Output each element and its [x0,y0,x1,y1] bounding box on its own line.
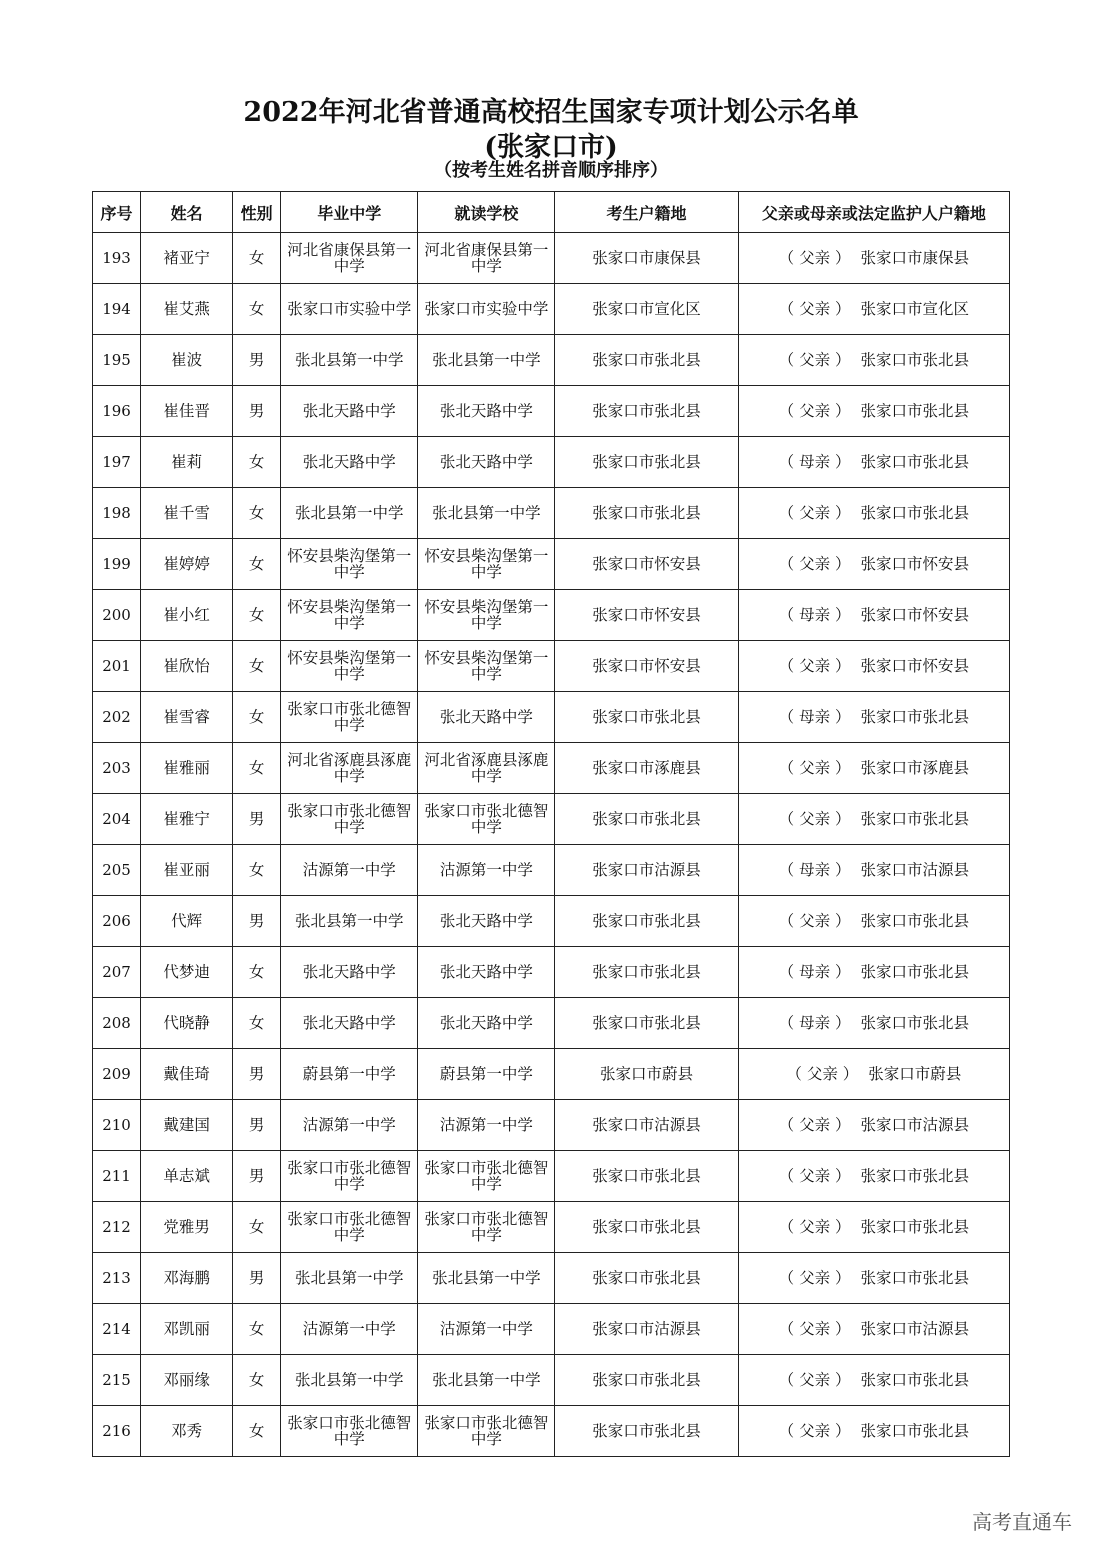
cell-current-school: 张北县第一中学 [418,335,555,386]
table-row [93,1202,1010,1253]
cell-household: 张家口市张北县 [555,947,738,998]
cell-graduated-school: 张北县第一中学 [281,1253,418,1304]
table-row [93,539,1010,590]
cell-name: 崔雅宁 [141,794,233,845]
parent-household: 张家口市张北县 [860,1422,970,1440]
cell-parent-household [738,1049,1009,1100]
cell-name: 崔小红 [141,590,233,641]
cell-name: 邓秀 [141,1406,233,1457]
parent-relation: （ 母亲 ） [778,453,851,471]
cell-household: 张家口市张北县 [555,794,738,845]
cell-household: 张家口市沽源县 [555,845,738,896]
cell-current-school: 沽源第一中学 [418,845,555,896]
cell-gender: 女 [233,1355,281,1406]
cell-gender: 女 [233,947,281,998]
parent-relation: （ 父亲 ） [778,402,851,420]
parent-relation: （ 父亲 ） [778,555,851,573]
cell-household: 张家口市张北县 [555,1253,738,1304]
parent-relation: （ 母亲 ） [778,1014,851,1032]
cell-household: 张家口市张北县 [555,1406,738,1457]
cell-name: 崔千雪 [141,488,233,539]
cell-household: 张家口市蔚县 [555,1049,738,1100]
cell-name: 邓凯丽 [141,1304,233,1355]
cell-gender: 女 [233,1304,281,1355]
cell-index: 200 [93,590,141,641]
cell-index: 199 [93,539,141,590]
table-row [93,590,1010,641]
cell-current-school: 张北县第一中学 [418,1355,555,1406]
cell-graduated-school: 张家口市张北德智中学 [281,692,418,743]
cell-gender: 女 [233,1202,281,1253]
parent-household: 张家口市张北县 [860,1218,970,1236]
cell-current-school: 河北省涿鹿县涿鹿中学 [418,743,555,794]
cell-graduated-school: 张北县第一中学 [281,335,418,386]
cell-household: 张家口市沽源县 [555,1100,738,1151]
cell-graduated-school: 沽源第一中学 [281,845,418,896]
cell-household: 张家口市怀安县 [555,539,738,590]
parent-household: 张家口市蔚县 [868,1065,962,1083]
parent-household: 张家口市沽源县 [860,1320,970,1338]
cell-current-school: 怀安县柴沟堡第一中学 [418,641,555,692]
cell-graduated-school: 张家口市张北德智中学 [281,1202,418,1253]
cell-current-school: 张北天路中学 [418,998,555,1049]
cell-current-school: 河北省康保县第一中学 [418,233,555,284]
cell-name: 单志斌 [141,1151,233,1202]
cell-gender: 男 [233,1100,281,1151]
cell-name: 崔艾燕 [141,284,233,335]
header-gender: 性别 [233,192,281,233]
cell-household: 张家口市张北县 [555,386,738,437]
table-row [93,1253,1010,1304]
cell-parent-household [738,590,1009,641]
cell-current-school: 张家口市张北德智中学 [418,1202,555,1253]
table-row [93,335,1010,386]
cell-parent-household [738,1100,1009,1151]
cell-name: 崔雪睿 [141,692,233,743]
cell-graduated-school: 张北天路中学 [281,998,418,1049]
cell-graduated-school: 张北县第一中学 [281,896,418,947]
cell-current-school: 沽源第一中学 [418,1304,555,1355]
cell-index: 209 [93,1049,141,1100]
parent-household: 张家口市怀安县 [860,555,970,573]
cell-household: 张家口市怀安县 [555,641,738,692]
cell-index: 213 [93,1253,141,1304]
parent-household: 张家口市张北县 [860,912,970,930]
cell-parent-household [738,539,1009,590]
cell-index: 208 [93,998,141,1049]
table-header-row [93,192,1010,233]
cell-household: 张家口市沽源县 [555,1304,738,1355]
cell-gender: 女 [233,692,281,743]
cell-current-school: 张北县第一中学 [418,1253,555,1304]
cell-parent-household [738,896,1009,947]
parent-household: 张家口市涿鹿县 [860,759,970,777]
cell-household: 张家口市康保县 [555,233,738,284]
cell-name: 邓海鹏 [141,1253,233,1304]
cell-index: 216 [93,1406,141,1457]
parent-household: 张家口市怀安县 [860,606,970,624]
parent-household: 张家口市张北县 [860,453,970,471]
cell-graduated-school: 张家口市实验中学 [281,284,418,335]
parent-household: 张家口市张北县 [860,402,970,420]
table-row [93,437,1010,488]
roster-table [92,191,1010,1457]
cell-name: 崔波 [141,335,233,386]
header-index: 序号 [93,192,141,233]
parent-relation: （ 母亲 ） [778,606,851,624]
parent-relation: （ 父亲 ） [778,351,851,369]
cell-current-school: 张北天路中学 [418,896,555,947]
table-row [93,947,1010,998]
parent-household: 张家口市张北县 [860,1014,970,1032]
cell-graduated-school: 张北天路中学 [281,947,418,998]
cell-current-school: 张家口市张北德智中学 [418,1406,555,1457]
parent-relation: （ 母亲 ） [778,963,851,981]
cell-parent-household [738,743,1009,794]
parent-relation: （ 父亲 ） [778,1269,851,1287]
parent-household: 张家口市张北县 [860,351,970,369]
cell-parent-household [738,335,1009,386]
parent-relation: （ 父亲 ） [778,300,851,318]
table-row [93,1100,1010,1151]
cell-name: 崔佳晋 [141,386,233,437]
parent-relation: （ 父亲 ） [778,1371,851,1389]
parent-relation: （ 父亲 ） [778,657,851,675]
cell-name: 崔亚丽 [141,845,233,896]
parent-relation: （ 父亲 ） [786,1065,859,1083]
cell-parent-household [738,1151,1009,1202]
cell-index: 197 [93,437,141,488]
cell-parent-household [738,386,1009,437]
table-row [93,998,1010,1049]
document-title: 2022年河北省普通高校招生国家专项计划公示名单 [243,97,859,128]
cell-parent-household [738,1355,1009,1406]
table-row [93,1151,1010,1202]
cell-index: 215 [93,1355,141,1406]
cell-current-school: 张北天路中学 [418,386,555,437]
table-row [93,641,1010,692]
cell-name: 戴佳琦 [141,1049,233,1100]
cell-current-school: 张家口市张北德智中学 [418,794,555,845]
cell-gender: 女 [233,233,281,284]
cell-gender: 男 [233,896,281,947]
cell-name: 褚亚宁 [141,233,233,284]
parent-relation: （ 父亲 ） [778,1167,851,1185]
cell-gender: 男 [233,1253,281,1304]
cell-household: 张家口市张北县 [555,1355,738,1406]
cell-parent-household [738,284,1009,335]
cell-graduated-school: 张北县第一中学 [281,1355,418,1406]
parent-relation: （ 父亲 ） [778,810,851,828]
table-row [93,794,1010,845]
cell-household: 张家口市张北县 [555,896,738,947]
cell-index: 193 [93,233,141,284]
cell-household: 张家口市张北县 [555,1202,738,1253]
table-row [93,845,1010,896]
cell-index: 204 [93,794,141,845]
cell-index: 198 [93,488,141,539]
parent-household: 张家口市沽源县 [860,1116,970,1134]
cell-name: 代辉 [141,896,233,947]
header-graduated-school: 毕业中学 [281,192,418,233]
parent-household: 张家口市张北县 [860,810,970,828]
cell-household: 张家口市张北县 [555,1151,738,1202]
cell-name: 崔婷婷 [141,539,233,590]
cell-index: 201 [93,641,141,692]
cell-name: 代梦迪 [141,947,233,998]
cell-parent-household [738,845,1009,896]
cell-current-school: 张北天路中学 [418,692,555,743]
cell-index: 194 [93,284,141,335]
cell-index: 205 [93,845,141,896]
table-row [93,743,1010,794]
cell-name: 代晓静 [141,998,233,1049]
cell-gender: 女 [233,641,281,692]
cell-parent-household [738,437,1009,488]
cell-parent-household [738,794,1009,845]
cell-name: 戴建国 [141,1100,233,1151]
cell-graduated-school: 张家口市张北德智中学 [281,1151,418,1202]
parent-household: 张家口市怀安县 [860,657,970,675]
cell-graduated-school: 蔚县第一中学 [281,1049,418,1100]
header-parent-household: 父亲或母亲或法定监护人户籍地 [738,192,1009,233]
cell-household: 张家口市张北县 [555,488,738,539]
cell-current-school: 张家口市张北德智中学 [418,1151,555,1202]
cell-index: 196 [93,386,141,437]
cell-current-school: 张北县第一中学 [418,488,555,539]
table-row [93,1304,1010,1355]
parent-household: 张家口市沽源县 [860,861,970,879]
cell-index: 210 [93,1100,141,1151]
parent-relation: （ 母亲 ） [778,861,851,879]
parent-household: 张家口市张北县 [860,708,970,726]
cell-name: 邓丽缘 [141,1355,233,1406]
cell-gender: 男 [233,794,281,845]
cell-gender: 女 [233,284,281,335]
header-current-school: 就读学校 [418,192,555,233]
cell-index: 195 [93,335,141,386]
cell-index: 207 [93,947,141,998]
parent-relation: （ 母亲 ） [778,708,851,726]
parent-relation: （ 父亲 ） [778,759,851,777]
cell-graduated-school: 张北天路中学 [281,437,418,488]
cell-gender: 女 [233,743,281,794]
cell-name: 崔莉 [141,437,233,488]
cell-index: 214 [93,1304,141,1355]
cell-graduated-school: 张家口市张北德智中学 [281,794,418,845]
cell-gender: 男 [233,335,281,386]
cell-parent-household [738,488,1009,539]
table-row [93,284,1010,335]
cell-gender: 女 [233,437,281,488]
table-row [93,692,1010,743]
cell-current-school: 怀安县柴沟堡第一中学 [418,590,555,641]
table-row [93,896,1010,947]
parent-relation: （ 父亲 ） [778,912,851,930]
table-row [93,1049,1010,1100]
cell-graduated-school: 怀安县柴沟堡第一中学 [281,539,418,590]
cell-index: 203 [93,743,141,794]
parent-relation: （ 父亲 ） [778,504,851,522]
parent-household: 张家口市宣化区 [860,300,970,318]
cell-gender: 女 [233,998,281,1049]
cell-parent-household [738,1253,1009,1304]
cell-household: 张家口市张北县 [555,692,738,743]
cell-current-school: 张北天路中学 [418,947,555,998]
cell-gender: 女 [233,590,281,641]
cell-index: 202 [93,692,141,743]
cell-graduated-school: 张北县第一中学 [281,488,418,539]
document-subtitle: (张家口市) [484,132,618,163]
cell-graduated-school: 怀安县柴沟堡第一中学 [281,641,418,692]
header-name: 姓名 [141,192,233,233]
cell-household: 张家口市张北县 [555,998,738,1049]
cell-current-school: 蔚县第一中学 [418,1049,555,1100]
cell-household: 张家口市宣化区 [555,284,738,335]
cell-graduated-school: 河北省康保县第一中学 [281,233,418,284]
cell-gender: 男 [233,386,281,437]
table-row [93,233,1010,284]
cell-gender: 女 [233,845,281,896]
parent-household: 张家口市张北县 [860,963,970,981]
cell-household: 张家口市张北县 [555,437,738,488]
cell-graduated-school: 沽源第一中学 [281,1100,418,1151]
cell-gender: 男 [233,1151,281,1202]
header-household: 考生户籍地 [555,192,738,233]
parent-relation: （ 父亲 ） [778,1218,851,1236]
cell-current-school: 张北天路中学 [418,437,555,488]
parent-household: 张家口市张北县 [860,1371,970,1389]
sort-note: （按考生姓名拼音顺序排序） [434,160,668,181]
cell-name: 崔欣怡 [141,641,233,692]
cell-parent-household [738,1304,1009,1355]
cell-parent-household [738,692,1009,743]
cell-parent-household [738,947,1009,998]
cell-gender: 女 [233,1406,281,1457]
cell-graduated-school: 沽源第一中学 [281,1304,418,1355]
cell-current-school: 沽源第一中学 [418,1100,555,1151]
cell-gender: 女 [233,488,281,539]
cell-graduated-school: 河北省涿鹿县涿鹿中学 [281,743,418,794]
cell-gender: 女 [233,539,281,590]
cell-parent-household [738,233,1009,284]
cell-parent-household [738,1406,1009,1457]
table-row [93,386,1010,437]
cell-parent-household [738,1202,1009,1253]
cell-parent-household [738,998,1009,1049]
parent-relation: （ 父亲 ） [778,1422,851,1440]
cell-graduated-school: 怀安县柴沟堡第一中学 [281,590,418,641]
parent-household: 张家口市张北县 [860,504,970,522]
cell-index: 211 [93,1151,141,1202]
cell-household: 张家口市张北县 [555,335,738,386]
cell-index: 206 [93,896,141,947]
cell-graduated-school: 张北天路中学 [281,386,418,437]
cell-household: 张家口市涿鹿县 [555,743,738,794]
parent-household: 张家口市张北县 [860,1167,970,1185]
table-row [93,1406,1010,1457]
parent-household: 张家口市康保县 [860,249,970,267]
parent-household: 张家口市张北县 [860,1269,970,1287]
table-row [93,488,1010,539]
cell-household: 张家口市怀安县 [555,590,738,641]
parent-relation: （ 父亲 ） [778,1320,851,1338]
parent-relation: （ 父亲 ） [778,1116,851,1134]
cell-index: 212 [93,1202,141,1253]
cell-graduated-school: 张家口市张北德智中学 [281,1406,418,1457]
watermark: 高考直通车 [972,1510,1072,1534]
cell-current-school: 怀安县柴沟堡第一中学 [418,539,555,590]
cell-parent-household [738,641,1009,692]
cell-gender: 男 [233,1049,281,1100]
cell-name: 崔雅丽 [141,743,233,794]
cell-name: 党雅男 [141,1202,233,1253]
cell-current-school: 张家口市实验中学 [418,284,555,335]
parent-relation: （ 父亲 ） [778,249,851,267]
table-row [93,1355,1010,1406]
